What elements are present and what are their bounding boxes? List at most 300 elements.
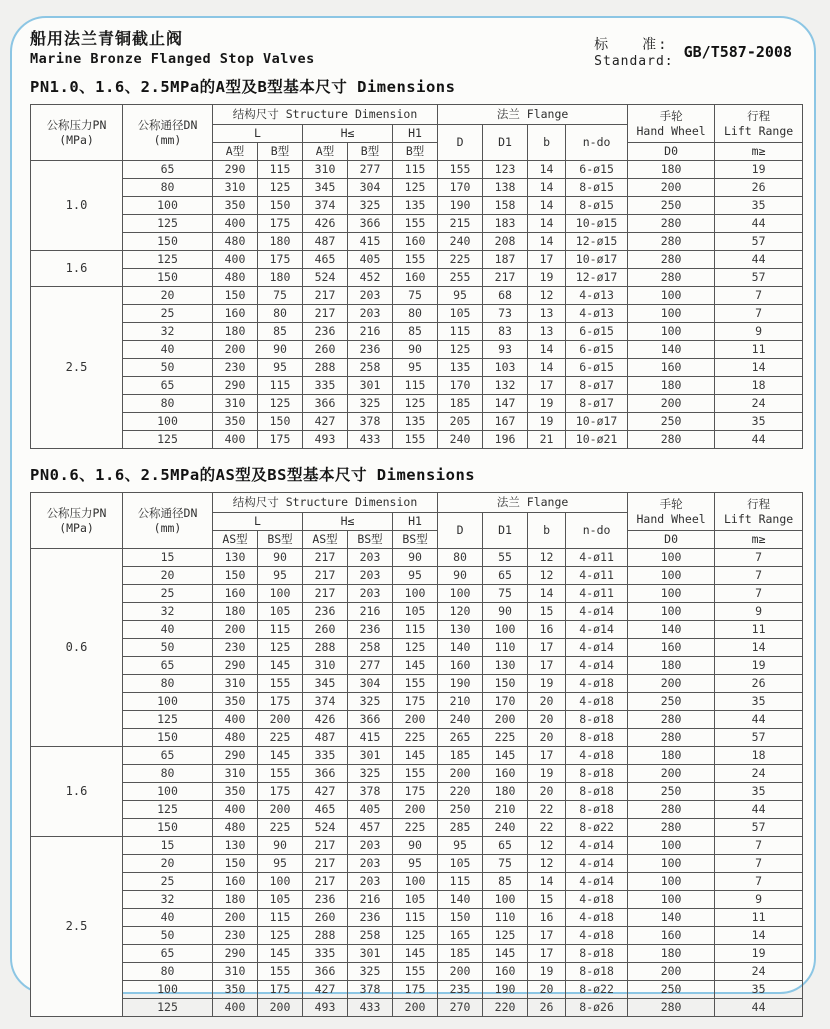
table-cell: 217	[303, 873, 348, 891]
table-cell: 14	[715, 359, 803, 377]
table-cell: 185	[438, 945, 483, 963]
table-cell: 200	[628, 963, 715, 981]
table-cell: 433	[348, 999, 393, 1017]
table-cell: 19	[528, 765, 566, 783]
table-row	[31, 891, 803, 909]
table-cell: 217	[303, 549, 348, 567]
table-cell: 125	[258, 179, 303, 197]
table-cell: 32	[123, 891, 213, 909]
table-cell: 160	[393, 233, 438, 251]
table-cell: 8-ø17	[566, 395, 628, 413]
table-cell: 14	[528, 341, 566, 359]
table-cell: 6-ø15	[566, 323, 628, 341]
table-cell: 250	[628, 413, 715, 431]
table-cell: 158	[483, 197, 528, 215]
table-cell: 185	[438, 747, 483, 765]
table-cell: 13	[528, 305, 566, 323]
table-cell: 452	[348, 269, 393, 287]
table-cell: 280	[628, 801, 715, 819]
col-header-D1: D1	[483, 513, 528, 549]
table-cell: 105	[258, 603, 303, 621]
table-cell: 125	[393, 179, 438, 197]
table-cell: 225	[483, 729, 528, 747]
table-cell: 4-ø18	[566, 693, 628, 711]
table-cell: 400	[213, 431, 258, 449]
table-cell: 95	[438, 837, 483, 855]
table-cell: 4-ø11	[566, 549, 628, 567]
table-cell: 17	[528, 927, 566, 945]
table-cell: 310	[303, 161, 348, 179]
table-cell: 90	[258, 549, 303, 567]
table-row	[31, 161, 803, 179]
col-header-handwheel-en: Hand Wheel	[636, 123, 706, 138]
table-cell: 10-ø17	[566, 413, 628, 431]
table-cell: 123	[483, 161, 528, 179]
table-row	[31, 359, 803, 377]
table-cell: 4-ø13	[566, 305, 628, 323]
table-cell: 100	[628, 837, 715, 855]
table-cell: 18	[715, 377, 803, 395]
table-cell: 44	[715, 215, 803, 233]
table-cell: 205	[438, 413, 483, 431]
table-cell: 250	[628, 783, 715, 801]
table-cell: 175	[393, 693, 438, 711]
table-cell: 190	[438, 675, 483, 693]
table-cell: 280	[628, 431, 715, 449]
table-cell: 170	[438, 377, 483, 395]
table-cell: 12-ø15	[566, 233, 628, 251]
table-cell: 400	[213, 711, 258, 729]
table-cell: 415	[348, 729, 393, 747]
table-cell: 80	[393, 305, 438, 323]
table-cell: 258	[348, 359, 393, 377]
table-cell: 68	[483, 287, 528, 305]
table-cell: 155	[258, 765, 303, 783]
table-cell: 175	[258, 783, 303, 801]
col-header-handwheel-zh: 手轮	[659, 497, 683, 512]
table-cell: 32	[123, 603, 213, 621]
table-cell: 115	[393, 377, 438, 395]
table-cell: 75	[258, 287, 303, 305]
table-cell: 65	[123, 945, 213, 963]
table-cell: 8-ø26	[566, 999, 628, 1017]
table-cell: 20	[528, 729, 566, 747]
table-cell: 100	[123, 693, 213, 711]
table-cell: 80	[438, 549, 483, 567]
table-cell: 65	[123, 747, 213, 765]
table-cell: 8-ø18	[566, 801, 628, 819]
col-header-m: m≥	[715, 531, 803, 549]
table-row	[31, 179, 803, 197]
table-cell: 175	[258, 431, 303, 449]
table-body	[31, 161, 803, 449]
table-cell: 20	[528, 711, 566, 729]
col-header-lift-zh: 行程	[747, 109, 771, 124]
table-cell: 4-ø11	[566, 585, 628, 603]
table-cell: 175	[258, 981, 303, 999]
table-cell: 433	[348, 431, 393, 449]
table-row	[31, 747, 803, 765]
table-cell: 400	[213, 801, 258, 819]
table-cell: 487	[303, 233, 348, 251]
table-cell: 235	[438, 981, 483, 999]
table-cell: 25	[123, 873, 213, 891]
table-cell: 366	[348, 215, 393, 233]
table-cell: 155	[393, 251, 438, 269]
table-cell: 4-ø18	[566, 909, 628, 927]
table-cell: 35	[715, 981, 803, 999]
table-cell: 160	[628, 359, 715, 377]
table-cell: 14	[528, 215, 566, 233]
col-header-L: L	[213, 125, 303, 143]
table-cell: 405	[348, 801, 393, 819]
table-cell: 301	[348, 945, 393, 963]
table-cell: 105	[393, 603, 438, 621]
table-cell: 230	[213, 927, 258, 945]
table-cell: 125	[123, 215, 213, 233]
col-header-pressure-unit: (MPa)	[59, 132, 94, 147]
col-header-L: L	[213, 513, 303, 531]
table-cell: 155	[393, 963, 438, 981]
table-cell: 57	[715, 819, 803, 837]
table-cell: 20	[528, 693, 566, 711]
table-cell: 85	[258, 323, 303, 341]
col-header-handwheel-zh: 手轮	[659, 109, 683, 124]
table-cell: 125	[393, 395, 438, 413]
standard-block	[594, 34, 792, 69]
table-row	[31, 233, 803, 251]
table-cell: 335	[303, 945, 348, 963]
table-cell: 200	[393, 801, 438, 819]
table-cell: 217	[303, 287, 348, 305]
table-cell: 185	[438, 395, 483, 413]
table-cell: 20	[528, 981, 566, 999]
table-cell: 400	[213, 215, 258, 233]
table-cell: 26	[528, 999, 566, 1017]
table-cell: 14	[528, 179, 566, 197]
table-cell: 12-ø17	[566, 269, 628, 287]
table-row	[31, 837, 803, 855]
col-header-lift-zh: 行程	[747, 497, 771, 512]
table-cell: 290	[213, 377, 258, 395]
table-cell: 35	[715, 693, 803, 711]
table-cell: 80	[123, 963, 213, 981]
table-cell: 325	[348, 693, 393, 711]
table-cell: 19	[715, 945, 803, 963]
table-cell: 285	[438, 819, 483, 837]
table-cell: 203	[348, 287, 393, 305]
table-cell: 90	[393, 837, 438, 855]
table-cell: 24	[715, 963, 803, 981]
table-cell: 44	[715, 801, 803, 819]
table-row	[31, 945, 803, 963]
col-header-D: D	[438, 125, 483, 161]
table-cell: 350	[213, 981, 258, 999]
table-cell: 7	[715, 305, 803, 323]
table-cell: 75	[393, 287, 438, 305]
table-cell: 15	[123, 549, 213, 567]
col-header-lift-en: Lift Range	[723, 123, 794, 138]
table-cell: 57	[715, 269, 803, 287]
table-cell: 260	[303, 909, 348, 927]
table-cell: 366	[303, 765, 348, 783]
table-cell: 4-ø14	[566, 873, 628, 891]
table-cell: 145	[393, 945, 438, 963]
table-cell: 240	[483, 819, 528, 837]
spec-sheet	[10, 16, 816, 1014]
table-cell: 17	[528, 657, 566, 675]
sheet-header	[30, 26, 798, 69]
table-cell: 9	[715, 323, 803, 341]
col-header-H: H≤	[303, 125, 393, 143]
table-cell: 8-ø18	[566, 945, 628, 963]
table-cell: 160	[438, 657, 483, 675]
table-cell: 135	[438, 359, 483, 377]
table-cell: 170	[438, 179, 483, 197]
table-cell: 17	[528, 747, 566, 765]
table-cell: 524	[303, 269, 348, 287]
table-cell: 200	[213, 909, 258, 927]
table-row	[31, 305, 803, 323]
table-cell: 65	[123, 657, 213, 675]
table-row	[31, 693, 803, 711]
table-cell: 50	[123, 359, 213, 377]
table-cell: 90	[483, 603, 528, 621]
dimensions-table-asbs	[30, 492, 803, 1017]
pressure-group-label: 1.6	[31, 251, 123, 287]
table-cell: 145	[258, 747, 303, 765]
table-cell: 4-ø18	[566, 675, 628, 693]
table-cell: 200	[393, 711, 438, 729]
table-cell: 250	[628, 981, 715, 999]
table-cell: 203	[348, 837, 393, 855]
table-cell: 280	[628, 269, 715, 287]
table-cell: 125	[123, 711, 213, 729]
table-cell: 100	[123, 783, 213, 801]
table-cell: 90	[438, 567, 483, 585]
table-row	[31, 287, 803, 305]
table-cell: 15	[123, 837, 213, 855]
table-cell: 150	[123, 729, 213, 747]
table-cell: 25	[123, 305, 213, 323]
table-cell: 280	[628, 999, 715, 1017]
table-cell: 115	[393, 621, 438, 639]
col-header-H1: H1	[393, 125, 438, 143]
table-cell: 155	[393, 215, 438, 233]
table-cell: 160	[393, 269, 438, 287]
table-cell: 14	[528, 233, 566, 251]
table-cell: 265	[438, 729, 483, 747]
table-cell: 374	[303, 197, 348, 215]
table-cell: 21	[528, 431, 566, 449]
title-block	[30, 26, 315, 67]
table-cell: 22	[528, 801, 566, 819]
table-cell: 325	[348, 765, 393, 783]
table-row	[31, 621, 803, 639]
table-cell: 103	[483, 359, 528, 377]
table-cell: 8-ø22	[566, 819, 628, 837]
table-cell: 203	[348, 567, 393, 585]
table-cell: 493	[303, 999, 348, 1017]
table-cell: 115	[438, 873, 483, 891]
table-cell: 90	[393, 341, 438, 359]
table-cell: 95	[258, 567, 303, 585]
table-cell: 138	[483, 179, 528, 197]
table-cell: 100	[628, 855, 715, 873]
table-cell: 140	[628, 341, 715, 359]
table-cell: 304	[348, 179, 393, 197]
table-cell: 160	[628, 639, 715, 657]
table-row	[31, 413, 803, 431]
table-cell: 310	[213, 963, 258, 981]
table-cell: 40	[123, 621, 213, 639]
table-cell: 16	[528, 909, 566, 927]
table-cell: 44	[715, 999, 803, 1017]
table-cell: 225	[393, 729, 438, 747]
table-cell: 288	[303, 359, 348, 377]
section-title-ab: PN1.0、1.6、2.5MPa的A型及B型基本尺寸 Dimensions	[30, 78, 456, 96]
col-header-lift-en: Lift Range	[723, 511, 794, 526]
table-row	[31, 639, 803, 657]
pressure-group-label: 2.5	[31, 837, 123, 1017]
table-cell: 14	[715, 927, 803, 945]
table-cell: 405	[348, 251, 393, 269]
table-cell: 85	[393, 323, 438, 341]
table-cell: 115	[438, 323, 483, 341]
table-cell: 125	[123, 431, 213, 449]
table-row	[31, 395, 803, 413]
table-cell: 200	[628, 395, 715, 413]
col-header-pressure	[31, 105, 123, 161]
table-cell: 350	[213, 693, 258, 711]
table-cell: 105	[438, 855, 483, 873]
table-cell: 110	[483, 909, 528, 927]
table-cell: 160	[213, 305, 258, 323]
table-cell: 100	[123, 197, 213, 215]
table-cell: 190	[483, 981, 528, 999]
table-cell: 175	[258, 215, 303, 233]
table-row	[31, 585, 803, 603]
table-cell: 35	[715, 783, 803, 801]
table-cell: 115	[258, 621, 303, 639]
table-cell: 125	[123, 999, 213, 1017]
table-cell: 150	[258, 413, 303, 431]
table-cell: 225	[393, 819, 438, 837]
table-cell: 150	[123, 819, 213, 837]
pressure-group-label: 2.5	[31, 287, 123, 449]
table-cell: 75	[483, 585, 528, 603]
table-cell: 8-ø18	[566, 729, 628, 747]
table-cell: 160	[628, 927, 715, 945]
table-cell: 50	[123, 927, 213, 945]
dimensions-table-ab	[30, 104, 803, 449]
table-cell: 130	[438, 621, 483, 639]
table-cell: 457	[348, 819, 393, 837]
table-cell: 19	[715, 161, 803, 179]
table-cell: 115	[258, 909, 303, 927]
table-cell: 80	[123, 675, 213, 693]
table-cell: 147	[483, 395, 528, 413]
table-cell: 100	[628, 323, 715, 341]
table-cell: 150	[213, 855, 258, 873]
table-cell: 145	[483, 945, 528, 963]
table-cell: 12	[528, 549, 566, 567]
table-cell: 255	[438, 269, 483, 287]
table-cell: 93	[483, 341, 528, 359]
col-header-type-b: B型	[258, 143, 303, 161]
pressure-group-label: 1.0	[31, 161, 123, 251]
table-cell: 15	[528, 891, 566, 909]
table-cell: 290	[213, 747, 258, 765]
table-cell: 487	[303, 729, 348, 747]
table-cell: 230	[213, 639, 258, 657]
table-cell: 400	[213, 999, 258, 1017]
table-cell: 217	[303, 855, 348, 873]
table-cell: 12	[528, 287, 566, 305]
table-cell: 100	[393, 873, 438, 891]
table-cell: 100	[628, 891, 715, 909]
table-cell: 73	[483, 305, 528, 323]
table-cell: 125	[258, 639, 303, 657]
col-header-diameter	[123, 105, 213, 161]
table-cell: 44	[715, 251, 803, 269]
table-cell: 150	[438, 909, 483, 927]
table-cell: 310	[303, 657, 348, 675]
table-cell: 115	[258, 377, 303, 395]
col-header-handwheel	[628, 105, 715, 143]
table-cell: 100	[628, 603, 715, 621]
table-cell: 4-ø14	[566, 837, 628, 855]
col-header-handwheel-en: Hand Wheel	[636, 511, 706, 526]
table-cell: 95	[258, 359, 303, 377]
table-cell: 90	[258, 837, 303, 855]
col-header-type-bs: BS型	[348, 531, 393, 549]
table-cell: 100	[628, 873, 715, 891]
table-cell: 9	[715, 603, 803, 621]
table-cell: 260	[303, 621, 348, 639]
table-cell: 200	[628, 675, 715, 693]
table-cell: 75	[483, 855, 528, 873]
table-cell: 17	[528, 251, 566, 269]
table-cell: 4-ø14	[566, 603, 628, 621]
table-header	[31, 493, 803, 549]
table-cell: 180	[258, 269, 303, 287]
table-cell: 240	[438, 233, 483, 251]
col-header-flange: 法兰 Flange	[438, 105, 628, 125]
table-cell: 44	[715, 711, 803, 729]
table-cell: 100	[483, 891, 528, 909]
table-cell: 277	[348, 161, 393, 179]
table-cell: 180	[483, 783, 528, 801]
table-cell: 100	[628, 585, 715, 603]
table-cell: 160	[483, 765, 528, 783]
table-cell: 110	[483, 639, 528, 657]
table-cell: 115	[258, 161, 303, 179]
table-cell: 290	[213, 945, 258, 963]
table-cell: 378	[348, 413, 393, 431]
table-row	[31, 783, 803, 801]
table-cell: 8-ø18	[566, 765, 628, 783]
table-cell: 280	[628, 819, 715, 837]
table-cell: 366	[303, 395, 348, 413]
table-cell: 145	[258, 945, 303, 963]
table-row	[31, 819, 803, 837]
table-cell: 415	[348, 233, 393, 251]
table-row	[31, 269, 803, 287]
table-cell: 175	[393, 783, 438, 801]
table-cell: 150	[123, 269, 213, 287]
table-cell: 40	[123, 341, 213, 359]
